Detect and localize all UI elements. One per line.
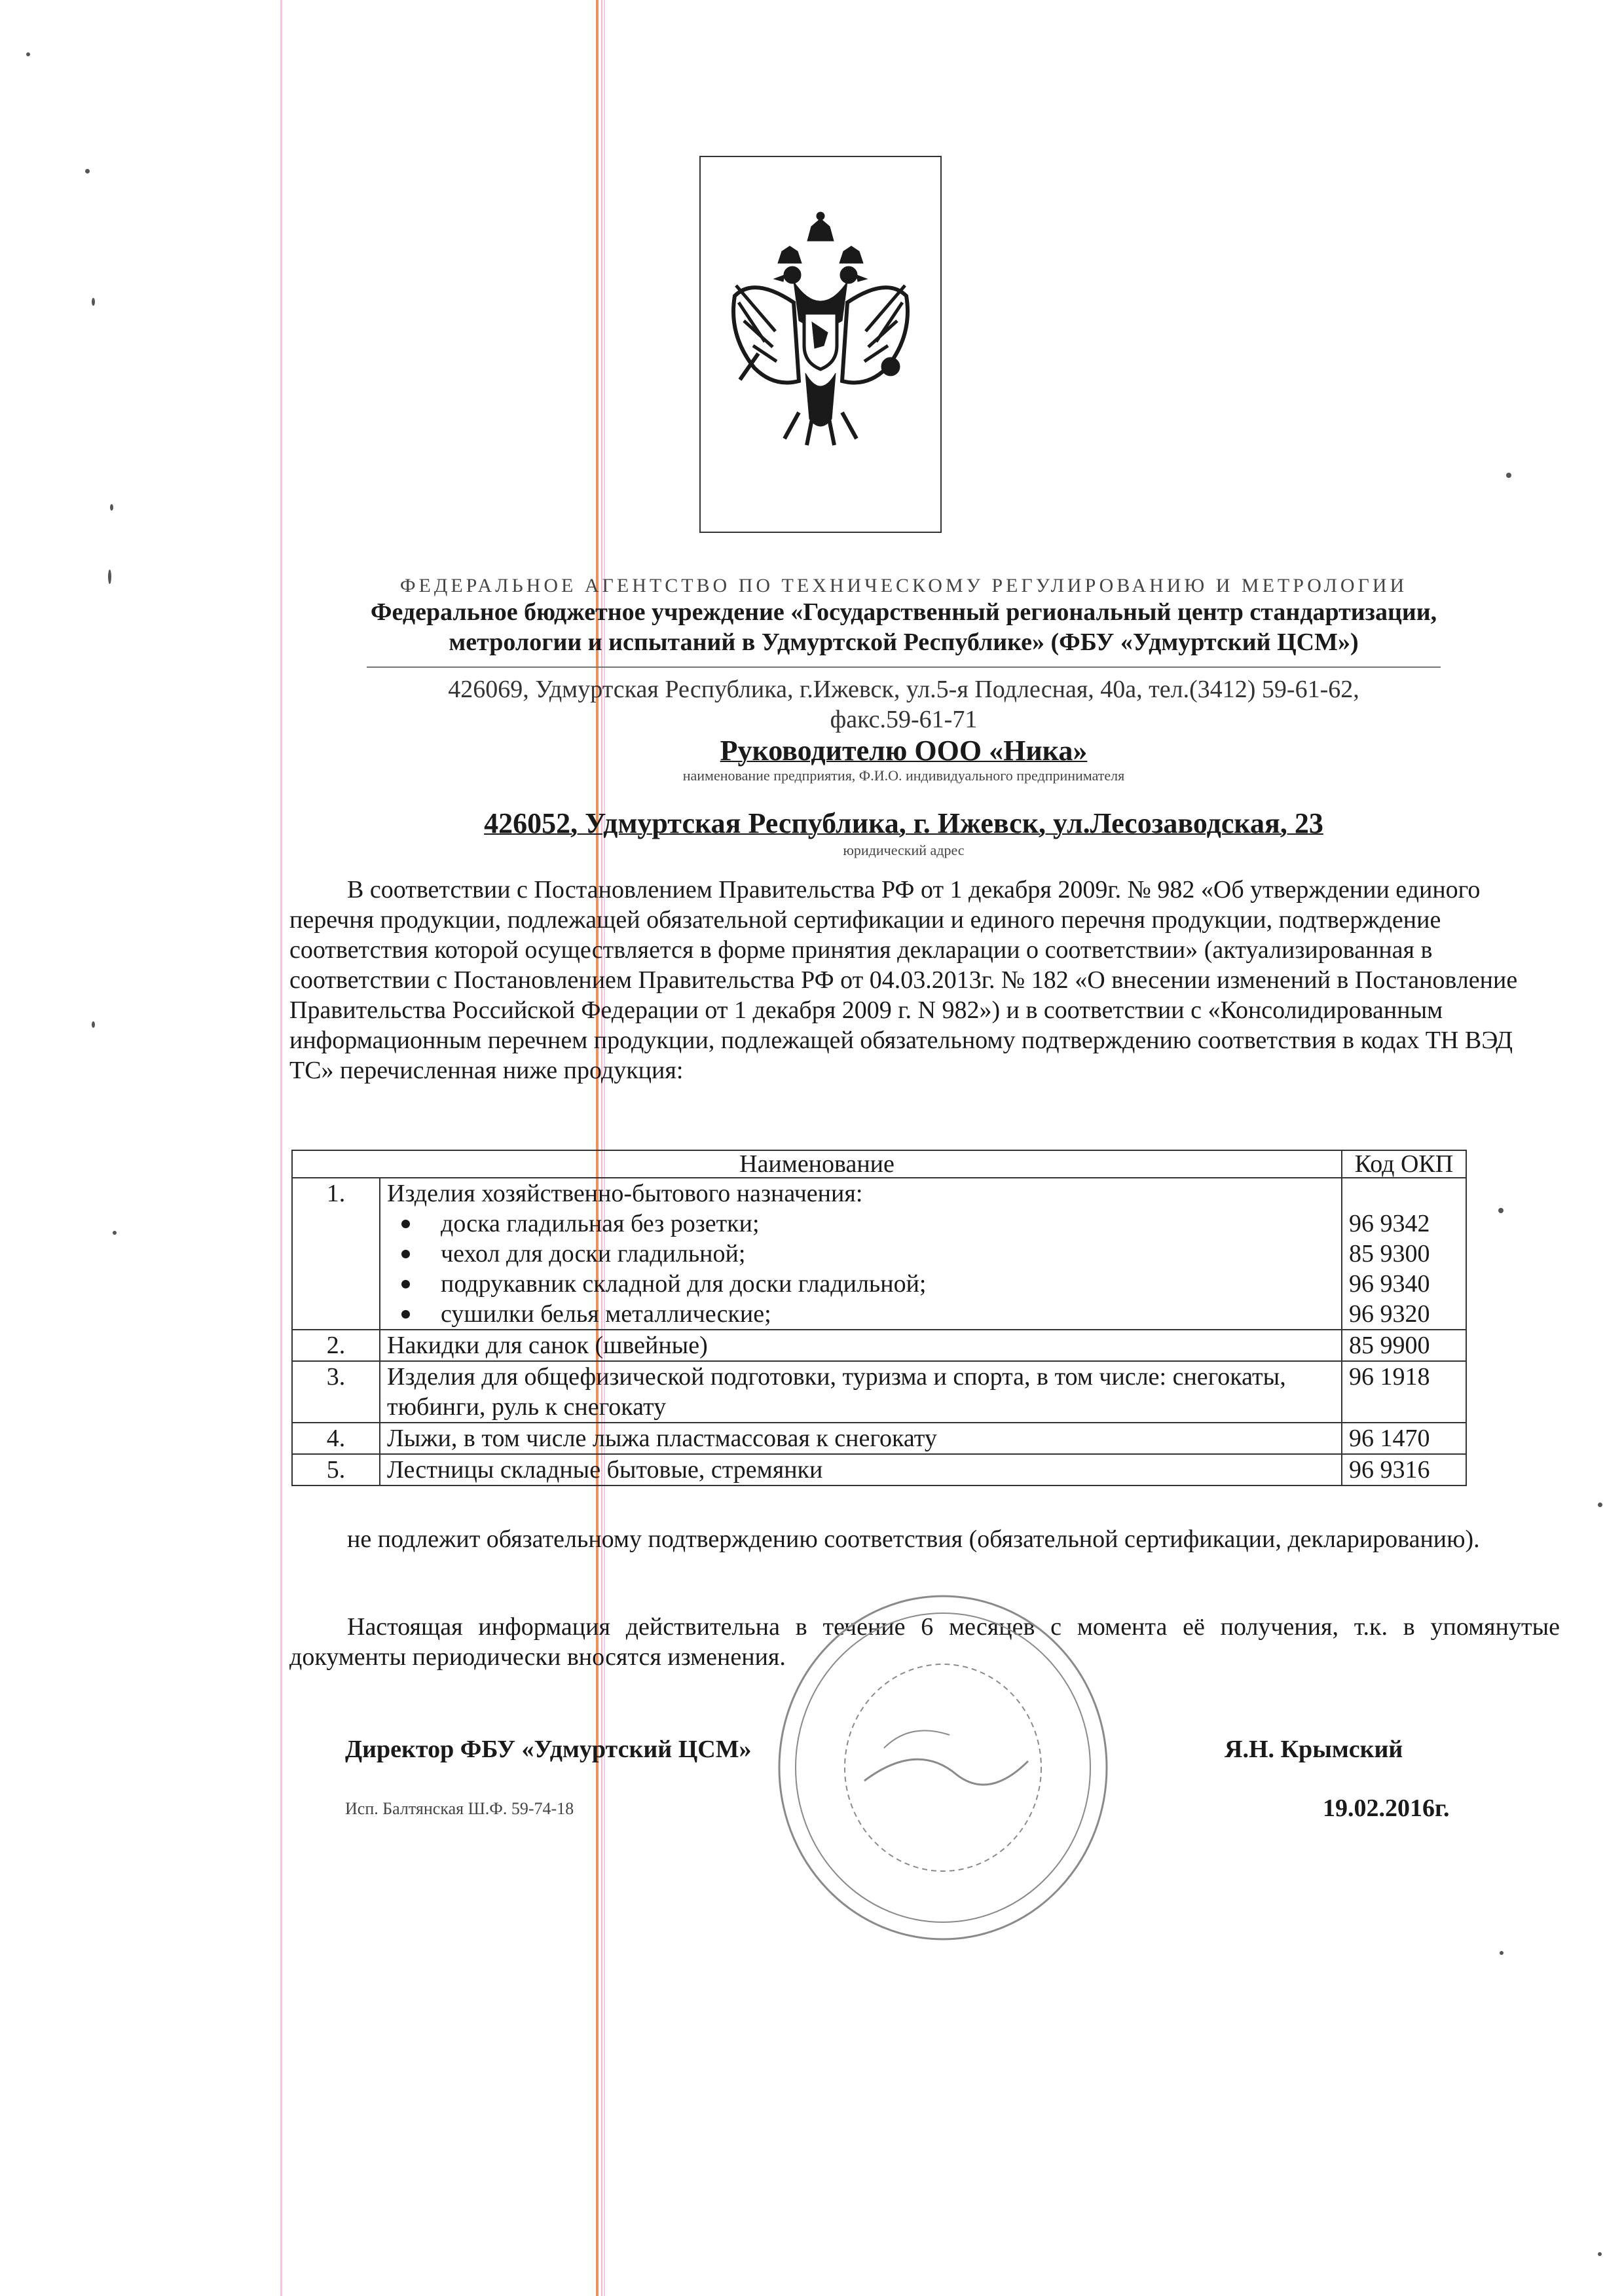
- row-name: [380, 1178, 1342, 1330]
- legal-address: [262, 807, 1545, 841]
- legal-address-text: 426052, Удмуртская Республика, г. Ижевск, ул.Лесозаводская, 23: [484, 807, 1323, 839]
- round-seal-icon: [766, 1584, 1120, 1951]
- signatory-position: Директор ФБУ «Удмуртский ЦСМ»: [345, 1736, 752, 1763]
- list-item: подрукавник складной для доски гладильной;: [441, 1269, 1335, 1299]
- document-date: 19.02.2016г.: [1323, 1795, 1450, 1822]
- body-paragraph-1: В соответствии с Постановлением Правительства РФ от 1 декабря 2009г. № 982 «Об утверждении единого перечня продукции, подлежащей обязательной сертификации и единого перечня продукции, подтверждение соответствия которой осуществляется в форме принятия декларации о соответствии» (актуализированная в соответствии с Постановлением Правительства РФ от 04.03.2013г. № 182 «О внесении изменений в Постановление Правительства Российской Федерации от 1 декабря 2009 г. N 982») и в соответствии с «Консолидированным информационным перечнем продукции, подлежащей обязательному подтверждению соответствия в кодах ТН ВЭД ТС» перечисленная ниже продукция:: [289, 876, 1518, 1084]
- scan-speck: [1598, 1503, 1602, 1507]
- row-code: 96 1470: [1342, 1423, 1466, 1454]
- list-item: сушилки белья металлические;: [441, 1299, 1335, 1329]
- row-code: 96 9316: [1342, 1454, 1466, 1485]
- table-row: [292, 1454, 1466, 1485]
- scan-speck: [1498, 1208, 1504, 1213]
- row-code: 96 9320: [1349, 1300, 1430, 1328]
- table-row: [292, 1330, 1466, 1361]
- body-paragraph-2: не подлежит обязательному подтверждению соответствия (обязательной сертификации, декларированию).: [347, 1525, 1480, 1553]
- organization-name-line1: Федеральное бюджетное учреждение «Государственный региональный центр стандартизации,: [370, 598, 1437, 626]
- scan-speck: [108, 570, 111, 584]
- header-code: Код ОКП: [1342, 1150, 1466, 1178]
- row-code: 96 9342: [1349, 1210, 1430, 1237]
- table-row: [292, 1361, 1466, 1423]
- row-number: 1.: [292, 1178, 380, 1330]
- scan-stripe: [280, 0, 282, 2296]
- scan-speck: [92, 298, 95, 306]
- row-number: 4.: [292, 1423, 380, 1454]
- row-code: 85 9300: [1349, 1240, 1430, 1267]
- row-codes: [1342, 1178, 1466, 1330]
- body-paragraph-3: Настоящая информация действительна в течение 6 месяцев с момента её получения, т.к. в упомянутые документы периодически вносятся изменения.: [289, 1613, 1560, 1671]
- scan-speck: [26, 52, 30, 56]
- products-table: [291, 1150, 1467, 1486]
- row-code: 85 9900: [1342, 1330, 1466, 1361]
- recipient-name-caption: наименование предприятия, Ф.И.О. индивидуального предпринимателя: [682, 767, 1125, 784]
- scan-speck: [113, 1231, 117, 1235]
- row-name: Лестницы складные бытовые, стремянки: [380, 1454, 1342, 1485]
- header-divider: [367, 666, 1441, 668]
- scan-speck: [1500, 1951, 1504, 1955]
- table-row: [292, 1423, 1466, 1454]
- scan-speck: [85, 169, 90, 173]
- table-row: [292, 1178, 1466, 1330]
- row-title: Изделия хозяйственно-бытового назначения:: [387, 1180, 863, 1207]
- scan-stripe: [604, 0, 605, 2296]
- organization-address-line1: 426069, Удмуртская Республика, г.Ижевск, ул.5-я Подлесная, 40а, тел.(3412) 59-61-62,: [448, 676, 1359, 703]
- row-number: 5.: [292, 1454, 380, 1485]
- list-item: доска гладильная без розетки;: [441, 1209, 1335, 1239]
- row-number: 2.: [292, 1330, 380, 1361]
- scan-speck: [1598, 2252, 1602, 2256]
- row-name: Накидки для санок (швейные): [380, 1330, 1342, 1361]
- agency-title: ФЕДЕРАЛЬНОЕ АГЕНТСТВО ПО ТЕХНИЧЕСКОМУ РЕГУЛИРОВАНИЮ И МЕТРОЛОГИИ: [399, 575, 1408, 596]
- legal-address-caption: юридический адрес: [843, 842, 965, 858]
- scan-stripe: [601, 0, 602, 2296]
- list-item: чехол для доски гладильной;: [441, 1239, 1335, 1269]
- scan-speck: [110, 504, 113, 511]
- scan-speck: [92, 1021, 95, 1028]
- recipient-name-text: Руководителю ООО «Ника»: [720, 735, 1088, 767]
- table-header-row: [292, 1150, 1466, 1178]
- row-code: 96 1918: [1342, 1361, 1466, 1423]
- row-code: 96 9340: [1349, 1270, 1430, 1298]
- recipient-name: [262, 735, 1545, 767]
- signatory-name: Я.Н. Крымский: [1225, 1736, 1403, 1763]
- russian-coat-of-arms-icon: [701, 157, 940, 532]
- scan-speck: [1506, 473, 1511, 478]
- header-name: Наименование: [292, 1150, 1342, 1178]
- emblem-frame: [699, 156, 942, 533]
- organization-name-line2: метрологии и испытаний в Удмуртской Республике» (ФБУ «Удмуртский ЦСМ»): [449, 629, 1359, 656]
- organization-address-line2: факс.59-61-71: [830, 706, 978, 733]
- executor-contact: Исп. Балтянская Ш.Ф. 59-74-18: [345, 1799, 574, 1818]
- row-name: Лыжи, в том числе лыжа пластмассовая к снегокату: [380, 1423, 1342, 1454]
- row-number: 3.: [292, 1361, 380, 1423]
- row-name: Изделия для общефизической подготовки, туризма и спорта, в том числе: снегокаты, тюбинги, руль к снегокату: [380, 1361, 1342, 1423]
- scan-stripe: [596, 0, 599, 2296]
- row-item-list: [387, 1209, 1335, 1329]
